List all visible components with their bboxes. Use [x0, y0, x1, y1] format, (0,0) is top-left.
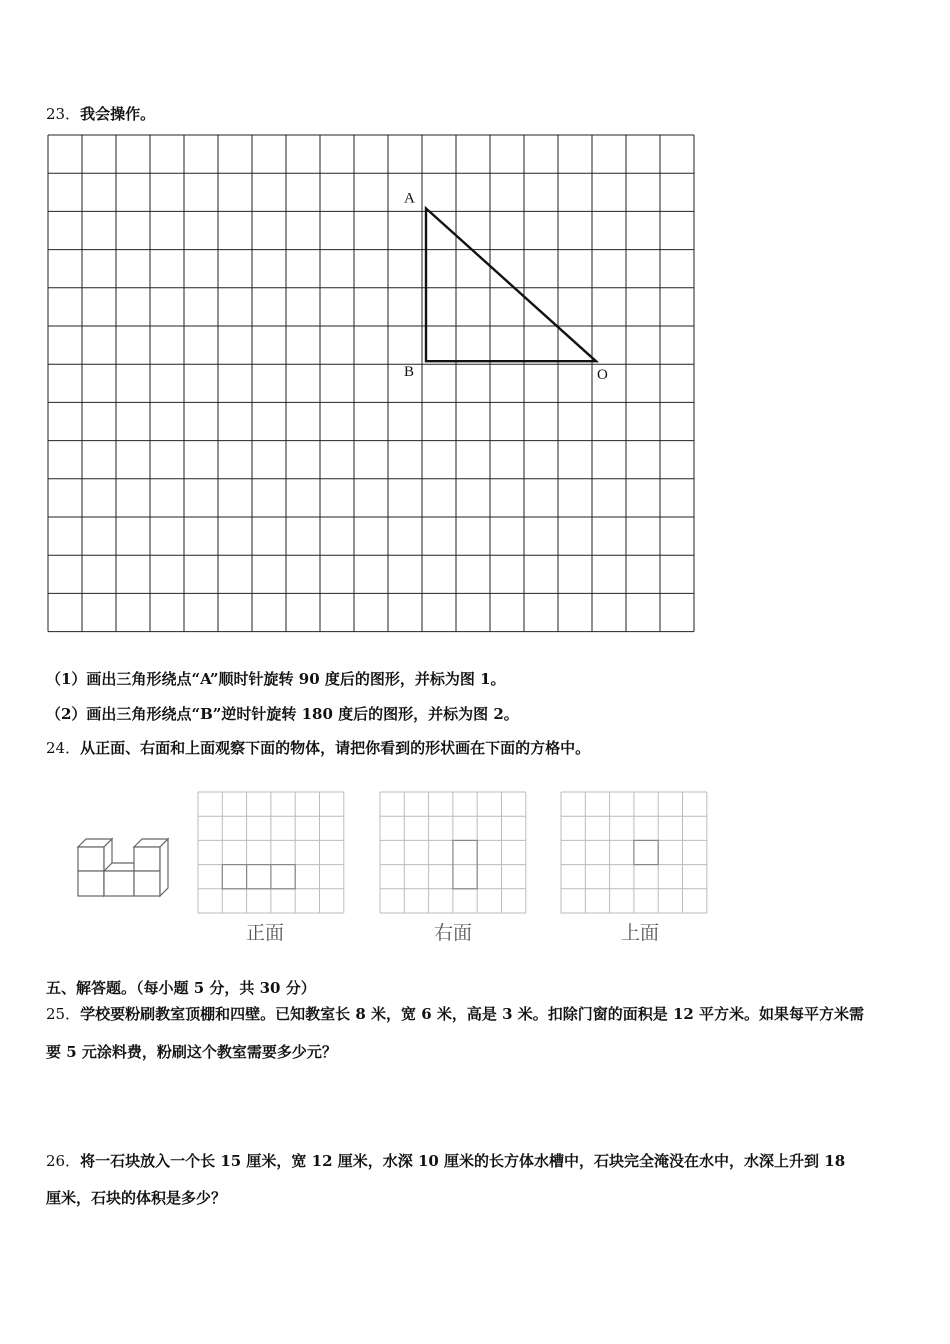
q23-number: 23．: [46, 105, 81, 123]
view-grid-1: [380, 792, 526, 913]
q25-line-1: [46, 1003, 864, 1024]
top-hint-shape: [634, 840, 658, 864]
q26-text-1: 将一石块放入一个长 15 厘米，宽 12 厘米，水深 10 厘米的长方体水槽中，石块完全淹没在水中，水深上升到 18: [80, 1152, 846, 1170]
q26-line-2: 厘米，石块的体积是多少？: [46, 1189, 227, 1207]
q26-number: 26．: [46, 1152, 81, 1170]
label-b: B: [404, 364, 415, 381]
q23-title: 我会操作。: [80, 105, 156, 123]
view-grid-0: [198, 792, 344, 913]
q25-number: 25．: [46, 1005, 81, 1023]
q26-line-1: [46, 1150, 845, 1171]
q23-triangle: [404, 190, 608, 383]
q25-line-2: 要 5 元涂料费，粉刷这个教室需要多少元？: [46, 1043, 337, 1061]
section-5-heading: 五、解答题。（每小题 5 分，共 30 分）: [46, 979, 316, 997]
cube-object: [78, 839, 168, 896]
q25-text-1: 学校要粉刷教室顶棚和四壁。已知教室长 8 米，宽 6 米，高是 3 米。扣除门窗的面积是 12 平方米。如果每平方米需: [80, 1005, 865, 1023]
front-hint-shape: [222, 865, 295, 889]
q23-heading: [46, 103, 155, 124]
triangle-abo: [426, 208, 596, 361]
view-caption-right: 右面: [434, 922, 473, 944]
view-grid-2: [561, 792, 707, 913]
q24-text: 从正面、右面和上面观察下面的物体，请把你看到的形状画在下面的方格中。: [80, 739, 591, 757]
q23-task-1: （1）画出三角形绕点“A”顺时针旋转 90 度后的图形，并标为图 1。: [46, 670, 506, 688]
label-a: A: [404, 190, 415, 207]
q24-heading: [46, 737, 590, 758]
label-o: O: [597, 367, 608, 384]
q23-task-2: （2）画出三角形绕点“B”逆时针旋转 180 度后的图形，并标为图 2。: [46, 705, 519, 723]
q23-grid-lines: [48, 135, 694, 632]
view-caption-top: 上面: [621, 922, 660, 944]
right-hint-shape: [453, 840, 477, 888]
q24-number: 24．: [46, 739, 81, 757]
view-caption-front: 正面: [246, 922, 285, 944]
